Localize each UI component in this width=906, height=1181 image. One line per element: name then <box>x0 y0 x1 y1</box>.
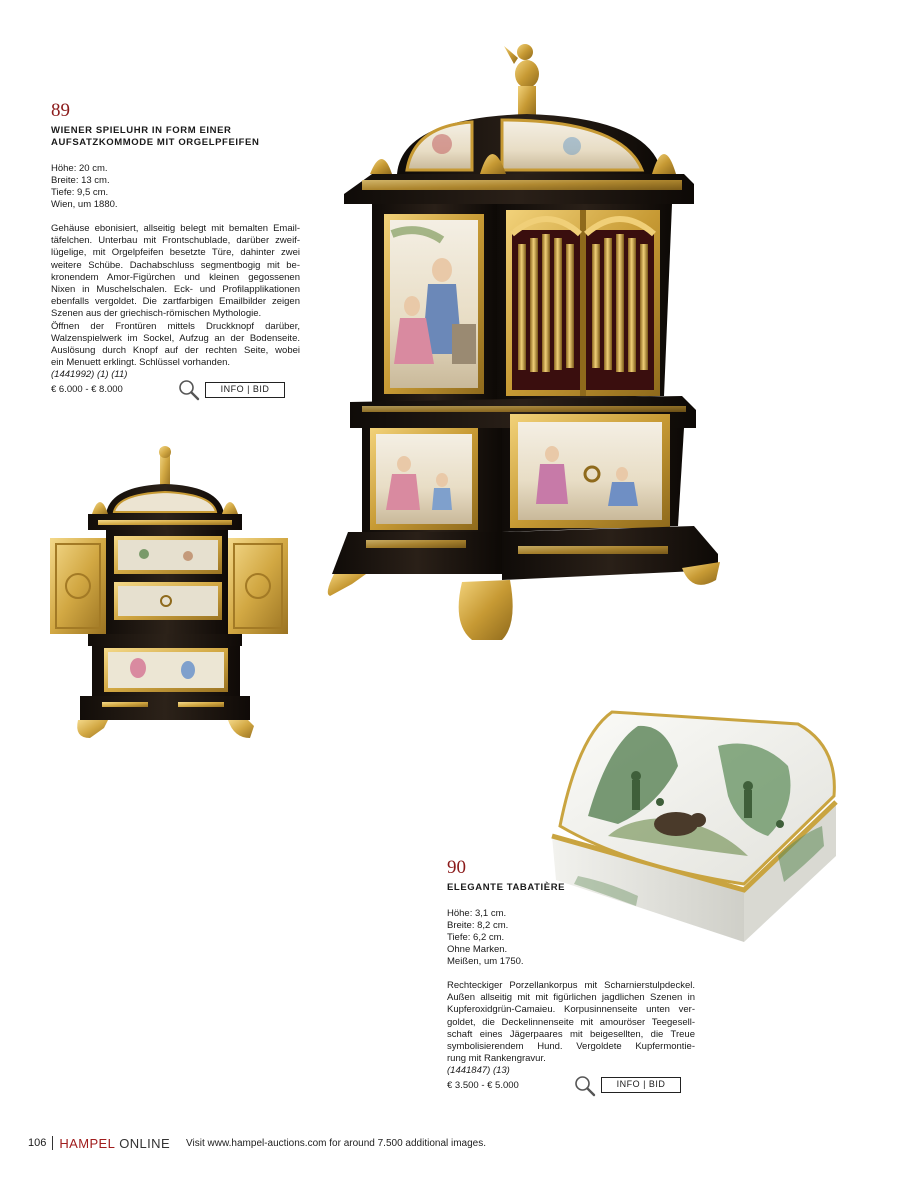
brand-name: HAMPEL <box>59 1135 116 1151</box>
lot-reference: (1441992) (1) (11) <box>51 369 128 381</box>
lot-description: Rechteckiger Porzellankorpus mit Scharnierstulpdeckel. Außen allseitig mit mit figürlichen jagdlichen Szenen in Kupferoxidgrün-Camaieu. Korpusinnenseite unten ver- goldet, die Deckelinnenseite mit amouröser Teegesell- schaft eines Jägerpaares mit beigesellten, die Treue symbolisierendem Hund. Vergoldete Kupfermontie- rung mit Rankengravur. (1441847) (13) <box>447 980 695 1077</box>
lot-number: 89 <box>51 100 70 121</box>
music-box-open-photo <box>48 442 298 744</box>
page-number: 106 <box>28 1137 47 1149</box>
page-footer <box>28 1135 486 1151</box>
lot-title: ELEGANTE TABATIÈRE <box>447 882 566 893</box>
magnifier-icon[interactable] <box>178 379 200 401</box>
brand-suffix: ONLINE <box>119 1135 171 1151</box>
lot-specs: Höhe: 20 cm. Breite: 13 cm. Tiefe: 9,5 cm. Wien, um 1880. <box>51 163 118 210</box>
lot-89 <box>51 101 300 382</box>
music-box-photo <box>322 34 722 646</box>
lot-price: € 6.000 - € 8.000 <box>51 384 123 395</box>
info-bid-button[interactable]: INFO | BID <box>205 382 285 398</box>
footer-divider <box>52 1136 53 1150</box>
lot-description: Gehäuse ebonisiert, allseitig belegt mit bemalten Email- täfelchen. Unterbau mit Frontschublade, darüber zweif- lügelige, mit Orgelpfeifen besetzte Türe, dahinter zwei weitere Schübe. Dachabschluss segmentbogig mit be- kronendem Amor-Figürchen und kleinen gegossenen Nixen in Muschelschalen. Eck- und Profilapplikationen ebenfalls vergoldet. Die zartfarbigen Emailbilder zeigen Szenen aus der griechisch-römischen Mythologie. Öffnen der Frontüren mittels Druckknopf darüber, Walzenspielwerk im Sockel, Aufzug an der Bodenseite. Auslösung durch Knopf auf der rechten Seite, wobei ein Menuett erklingt. Schlüssel vorhanden. (1441992) (1) (11) <box>51 223 300 381</box>
lot-title: WIENER SPIELUHR IN FORM EINER AUFSATZKOMMODE MIT ORGELPFEIFEN <box>51 125 260 148</box>
lot-specs: Höhe: 3,1 cm. Breite: 8,2 cm. Tiefe: 6,2 cm. Ohne Marken. Meißen, um 1750. <box>447 908 524 967</box>
footer-visit-text: Visit www.hampel-auctions.com for around 7.500 additional images. <box>186 1137 487 1149</box>
lot-price: € 3.500 - € 5.000 <box>447 1080 519 1091</box>
lot-90 <box>447 858 695 1078</box>
lot-reference: (1441847) (13) <box>447 1065 510 1077</box>
magnifier-icon[interactable] <box>574 1075 596 1097</box>
lot-number: 90 <box>447 857 466 878</box>
info-bid-button[interactable]: INFO | BID <box>601 1077 681 1093</box>
